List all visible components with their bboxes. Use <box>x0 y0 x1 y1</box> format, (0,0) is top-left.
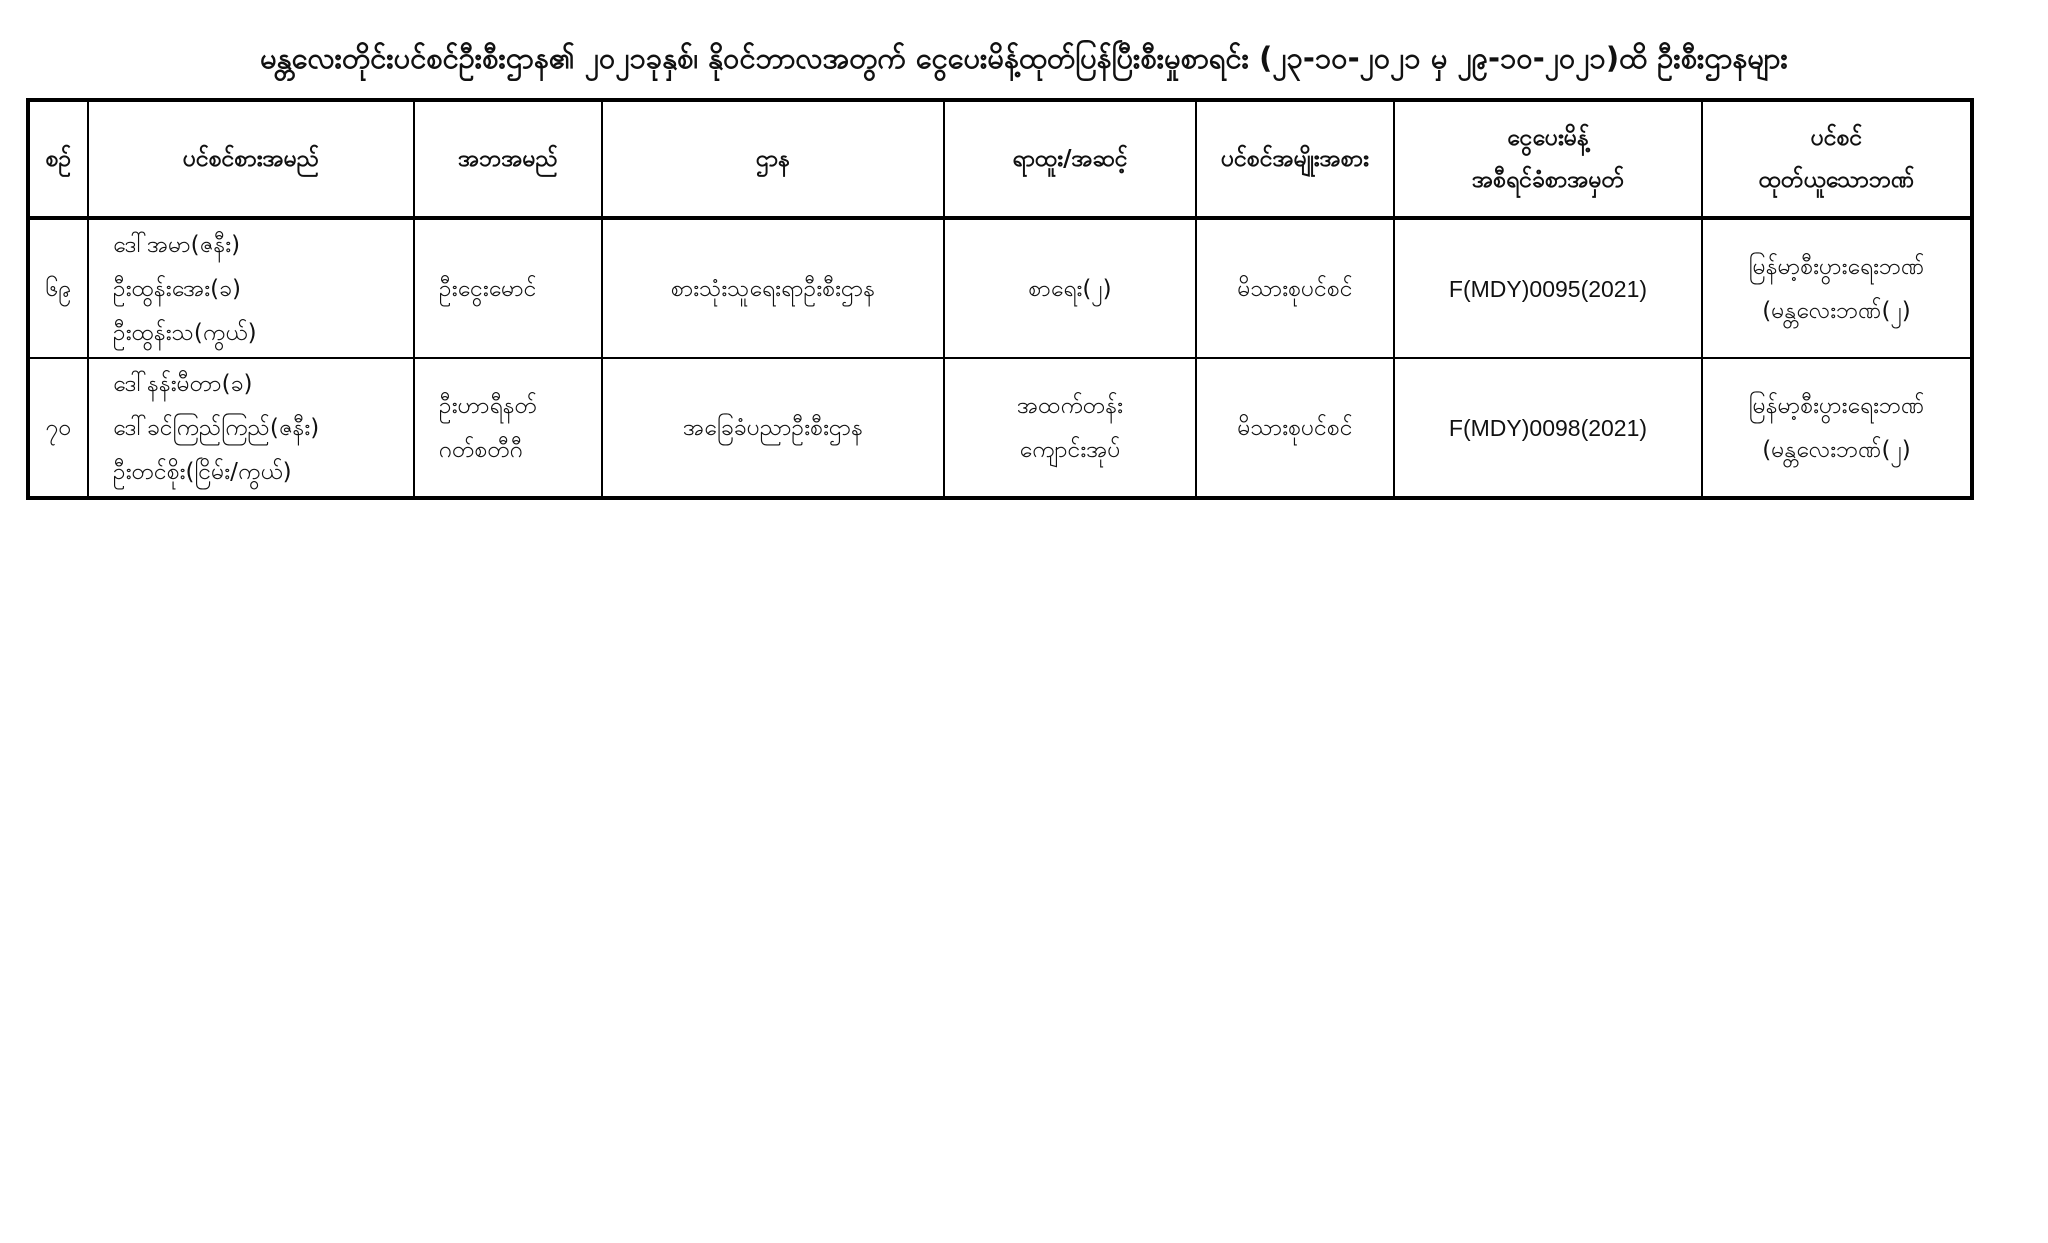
cell-bank <box>1702 218 1972 358</box>
table-header-row <box>28 100 1972 218</box>
header-father-name: အဘအမည် <box>414 100 602 218</box>
cell-no: ၇၀ <box>28 358 88 498</box>
header-pension-type: ပင်စင်အမျိုးအစား <box>1196 100 1394 218</box>
cell-bank <box>1702 358 1972 498</box>
rank-line: အထက်တန်း <box>1017 392 1123 419</box>
cell-order-no: F(MDY)0098(2021) <box>1394 358 1702 498</box>
cell-rank <box>944 358 1196 498</box>
pensioner-name: ဒေါ်နန်းမီတာ(ခ) <box>113 370 253 397</box>
bank-branch: (မန္တလေးဘဏ်(၂) <box>1762 297 1911 324</box>
header-bank-line2: ထုတ်ယူသောဘဏ် <box>1758 167 1915 193</box>
pensioner-name: ဒေါ်အမာ(ဇနီး) <box>113 231 241 258</box>
cell-pension-type: မိသားစုပင်စင် <box>1196 358 1394 498</box>
header-pensioner-name: ပင်စင်စားအမည် <box>88 100 414 218</box>
cell-father-name <box>414 218 602 358</box>
pension-table <box>26 98 1974 500</box>
table-row <box>28 218 1972 358</box>
header-department: ဌာန <box>602 100 944 218</box>
father-name: ဦးငွေးမောင် <box>439 275 537 302</box>
cell-pensioner-names <box>88 358 414 498</box>
pensioner-name: ဒေါ်ခင်ကြည်ကြည်(ဇနီး) <box>113 414 320 441</box>
bank-name: မြန်မာ့စီးပွားရေးဘဏ် <box>1748 392 1925 419</box>
header-bank-line1: ပင်စင် <box>1810 125 1863 151</box>
header-order-no-line1: ငွေပေးမိန့် <box>1507 125 1589 151</box>
bank-branch: (မန္တလေးဘဏ်(၂) <box>1762 436 1911 463</box>
cell-pension-type: မိသားစုပင်စင် <box>1196 218 1394 358</box>
table-row <box>28 358 1972 498</box>
rank-line: ကျောင်းအုပ် <box>1019 436 1121 463</box>
pensioner-name: ဦးထွန်းအေး(ခ) <box>113 275 242 302</box>
pensioner-name: ဦးထွန်းသ(ကွယ်) <box>113 319 257 346</box>
cell-order-no: F(MDY)0095(2021) <box>1394 218 1702 358</box>
header-order-no-line2: အစီရင်ခံစာအမှတ် <box>1472 167 1624 193</box>
father-name: ဦးဟာရီနတ် <box>439 392 538 419</box>
cell-department: စားသုံးသူရေးရာဦးစီးဌာန <box>602 218 944 358</box>
cell-department: အခြေခံပညာဦးစီးဌာန <box>602 358 944 498</box>
pensioner-name: ဦးတင်စိုး(ငြိမ်း/ကွယ်) <box>113 458 292 485</box>
header-bank <box>1702 100 1972 218</box>
cell-no: ၆၉ <box>28 218 88 358</box>
header-order-no <box>1394 100 1702 218</box>
header-no: စဉ် <box>28 100 88 218</box>
cell-father-name <box>414 358 602 498</box>
header-rank: ရာထူး/အဆင့် <box>944 100 1196 218</box>
father-name: ဂတ်စတီဂီ <box>439 436 524 463</box>
document-title: မန္တလေးတိုင်းပင်စင်ဦးစီးဌာန၏ ၂၀၂၁ခုနှစ်၊ နိုဝင်ဘာလအတွက် ငွေပေးမိန့်ထုတ်ပြန်ပြီးစီးမှုစာရင်း (၂၃-၁၀-၂၀၂၁ မှ ၂၉-၁၀-၂၀၂၁)ထိ ဦးစီးဌာနများ <box>260 41 1788 75</box>
cell-rank: စာရေး(၂) <box>944 218 1196 358</box>
bank-name: မြန်မာ့စီးပွားရေးဘဏ် <box>1748 253 1925 280</box>
cell-pensioner-names <box>88 218 414 358</box>
